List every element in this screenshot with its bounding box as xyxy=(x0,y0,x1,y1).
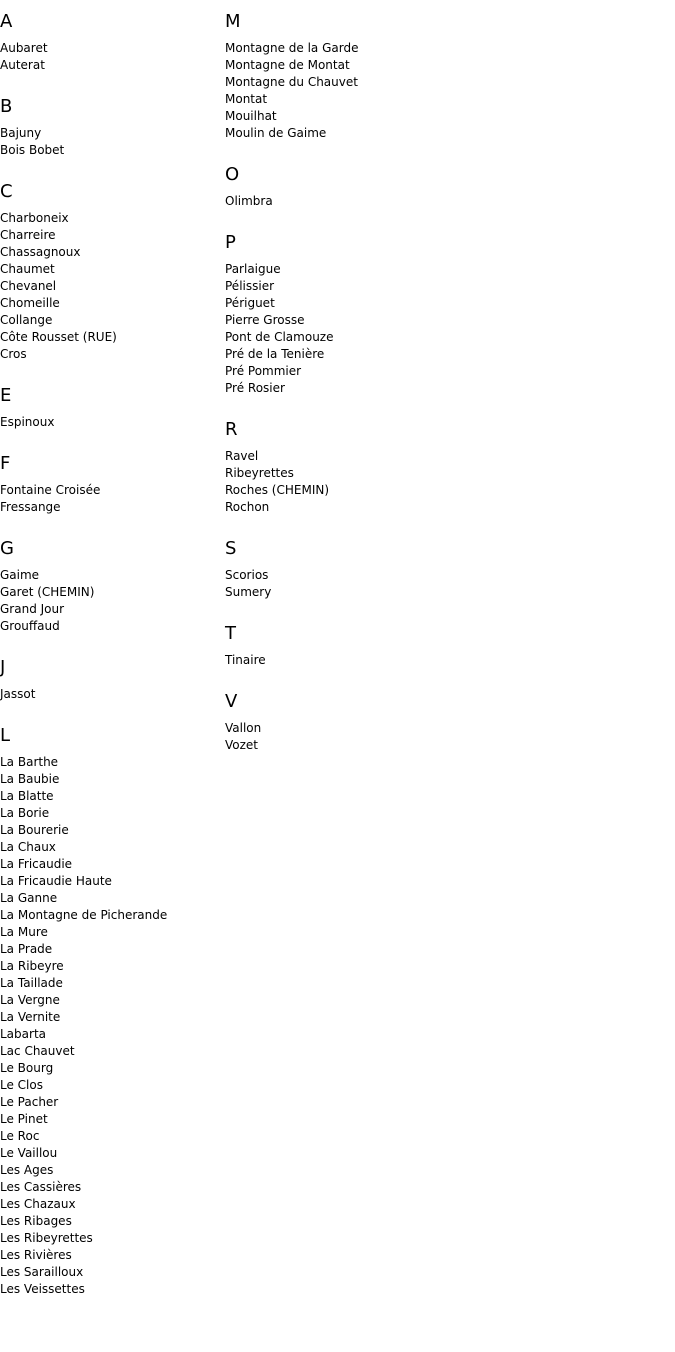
list-item[interactable]: Aubaret xyxy=(0,41,48,55)
list-item[interactable]: La Vernite xyxy=(0,1010,61,1024)
list-item[interactable]: Parlaigue xyxy=(225,262,281,276)
letter-heading: O xyxy=(225,164,240,185)
group-spacer xyxy=(0,516,220,537)
letter-heading: T xyxy=(225,623,236,644)
list-item[interactable]: Roches (CHEMIN) xyxy=(225,483,330,497)
group-spacer xyxy=(225,210,445,231)
list-item[interactable]: Vallon xyxy=(225,721,262,735)
letter-heading: G xyxy=(0,538,14,559)
list-item[interactable]: Auterat xyxy=(0,58,45,72)
letter-heading: E xyxy=(0,385,12,406)
letter-group-m xyxy=(225,10,445,142)
list-item[interactable]: Pré Rosier xyxy=(225,381,285,395)
list-item[interactable]: Lac Chauvet xyxy=(0,1044,75,1058)
entry-list xyxy=(0,210,220,363)
letter-group-l xyxy=(0,724,220,1298)
list-item[interactable]: La Fricaudie Haute xyxy=(0,874,112,888)
list-item[interactable]: La Borie xyxy=(0,806,50,820)
list-item[interactable]: Les Rivières xyxy=(0,1248,72,1262)
list-item[interactable]: Pré Pommier xyxy=(225,364,302,378)
entry-list xyxy=(0,40,220,74)
list-item[interactable]: Les Ribages xyxy=(0,1214,72,1228)
list-item[interactable]: Les Veissettes xyxy=(0,1282,85,1296)
entry-list xyxy=(0,567,220,635)
list-item[interactable]: La Bourerie xyxy=(0,823,69,837)
list-item[interactable]: Sumery xyxy=(225,585,272,599)
letter-group-p xyxy=(225,231,445,397)
list-item[interactable]: Le Roc xyxy=(0,1129,40,1143)
letter-heading: J xyxy=(0,657,6,678)
list-item[interactable]: Les Sarailloux xyxy=(0,1265,84,1279)
list-item[interactable]: Gaime xyxy=(0,568,40,582)
list-item[interactable]: Collange xyxy=(0,313,53,327)
list-item[interactable]: Pierre Grosse xyxy=(225,313,305,327)
list-item[interactable]: La Fricaudie xyxy=(0,857,73,871)
list-item[interactable]: Pélissier xyxy=(225,279,275,293)
list-item[interactable]: La Barthe xyxy=(0,755,59,769)
letter-group-e xyxy=(0,384,220,431)
entry-list xyxy=(225,567,445,601)
list-item[interactable]: Chevanel xyxy=(0,279,57,293)
list-item[interactable]: La Taillade xyxy=(0,976,63,990)
letter-heading: V xyxy=(225,691,238,712)
list-item[interactable]: Le Bourg xyxy=(0,1061,54,1075)
letter-group-g xyxy=(0,537,220,635)
list-item[interactable]: Mouilhat xyxy=(225,109,277,123)
list-item[interactable]: Le Pacher xyxy=(0,1095,59,1109)
list-item[interactable]: La Chaux xyxy=(0,840,56,854)
list-item[interactable]: Espinoux xyxy=(0,415,55,429)
letter-heading: S xyxy=(225,538,237,559)
list-item[interactable]: Les Chazaux xyxy=(0,1197,76,1211)
list-item[interactable]: La Vergne xyxy=(0,993,60,1007)
list-item[interactable]: Cros xyxy=(0,347,27,361)
letter-heading: L xyxy=(0,725,11,746)
entry-list xyxy=(225,40,445,142)
list-item[interactable]: Chomeille xyxy=(0,296,60,310)
letter-group-a xyxy=(0,10,220,74)
list-item[interactable]: Jassot xyxy=(0,687,36,701)
left-column xyxy=(0,10,220,1298)
list-item[interactable]: Olimbra xyxy=(225,194,273,208)
list-item[interactable]: Périguet xyxy=(225,296,275,310)
group-spacer xyxy=(0,159,220,180)
list-item[interactable]: Tinaire xyxy=(225,653,266,667)
list-item[interactable]: Fressange xyxy=(0,500,61,514)
list-item[interactable]: Scorios xyxy=(225,568,269,582)
list-item[interactable]: Grand Jour xyxy=(0,602,65,616)
letter-group-o xyxy=(225,163,445,210)
letter-group-v xyxy=(225,690,445,754)
group-spacer xyxy=(225,601,445,622)
letter-group-c xyxy=(0,180,220,363)
group-spacer xyxy=(0,635,220,656)
letter-group-t xyxy=(225,622,445,669)
entry-list xyxy=(0,482,220,516)
list-item[interactable]: Charboneix xyxy=(0,211,69,225)
list-item[interactable]: Les Ribeyrettes xyxy=(0,1231,93,1245)
list-item[interactable]: Montagne de Montat xyxy=(225,58,350,72)
entry-list xyxy=(0,754,220,1298)
list-item[interactable]: Garet (CHEMIN) xyxy=(0,585,95,599)
letter-heading: P xyxy=(225,232,236,253)
list-item[interactable]: Montagne de la Garde xyxy=(225,41,359,55)
list-item[interactable]: La Montagne de Picherande xyxy=(0,908,168,922)
list-item[interactable]: Montat xyxy=(225,92,268,106)
list-item[interactable]: Ravel xyxy=(225,449,259,463)
list-item[interactable]: Charreire xyxy=(0,228,56,242)
list-item[interactable]: Rochon xyxy=(225,500,270,514)
list-item[interactable]: Grouffaud xyxy=(0,619,60,633)
group-spacer xyxy=(225,397,445,418)
list-item[interactable]: Le Clos xyxy=(0,1078,43,1092)
entry-list xyxy=(225,652,445,669)
entry-list xyxy=(225,720,445,754)
list-item[interactable]: Ribeyrettes xyxy=(225,466,294,480)
list-item[interactable]: Vozet xyxy=(225,738,259,752)
list-item[interactable]: Pré de la Tenière xyxy=(225,347,325,361)
list-item[interactable]: La Ganne xyxy=(0,891,58,905)
list-item[interactable]: Labarta xyxy=(0,1027,47,1041)
list-item[interactable]: Le Pinet xyxy=(0,1112,48,1126)
list-item[interactable]: Bois Bobet xyxy=(0,143,65,157)
entry-list xyxy=(225,261,445,397)
list-item[interactable]: La Prade xyxy=(0,942,53,956)
letter-group-r xyxy=(225,418,445,516)
entry-list xyxy=(0,414,220,431)
letter-heading: C xyxy=(0,181,13,202)
group-spacer xyxy=(225,516,445,537)
group-spacer xyxy=(225,142,445,163)
letter-heading: M xyxy=(225,11,241,32)
letter-heading: R xyxy=(225,419,238,440)
group-spacer xyxy=(0,431,220,452)
entry-list xyxy=(0,125,220,159)
list-item[interactable]: La Mure xyxy=(0,925,48,939)
list-item[interactable]: Les Ages xyxy=(0,1163,54,1177)
list-item[interactable]: Les Cassières xyxy=(0,1180,82,1194)
letter-group-b xyxy=(0,95,220,159)
group-spacer xyxy=(225,669,445,690)
entry-list xyxy=(225,193,445,210)
list-item[interactable]: Pont de Clamouze xyxy=(225,330,334,344)
letter-heading: A xyxy=(0,11,13,32)
entry-list xyxy=(225,448,445,516)
list-item[interactable]: Chaumet xyxy=(0,262,55,276)
letter-group-f xyxy=(0,452,220,516)
list-item[interactable]: La Baubie xyxy=(0,772,60,786)
list-item[interactable]: Bajuny xyxy=(0,126,42,140)
list-item[interactable]: La Blatte xyxy=(0,789,54,803)
list-item[interactable]: Côte Rousset (RUE) xyxy=(0,330,117,344)
list-item[interactable]: Fontaine Croisée xyxy=(0,483,101,497)
list-item[interactable]: Moulin de Gaime xyxy=(225,126,327,140)
group-spacer xyxy=(0,74,220,95)
list-item[interactable]: Montagne du Chauvet xyxy=(225,75,358,89)
letter-heading: F xyxy=(0,453,11,474)
entry-list xyxy=(0,686,220,703)
list-item[interactable]: Le Vaillou xyxy=(0,1146,58,1160)
group-spacer xyxy=(0,703,220,724)
letter-heading: B xyxy=(0,96,13,117)
right-column xyxy=(225,10,445,754)
letter-group-j xyxy=(0,656,220,703)
list-item[interactable]: Chassagnoux xyxy=(0,245,81,259)
group-spacer xyxy=(0,363,220,384)
letter-group-s xyxy=(225,537,445,601)
list-item[interactable]: La Ribeyre xyxy=(0,959,64,973)
